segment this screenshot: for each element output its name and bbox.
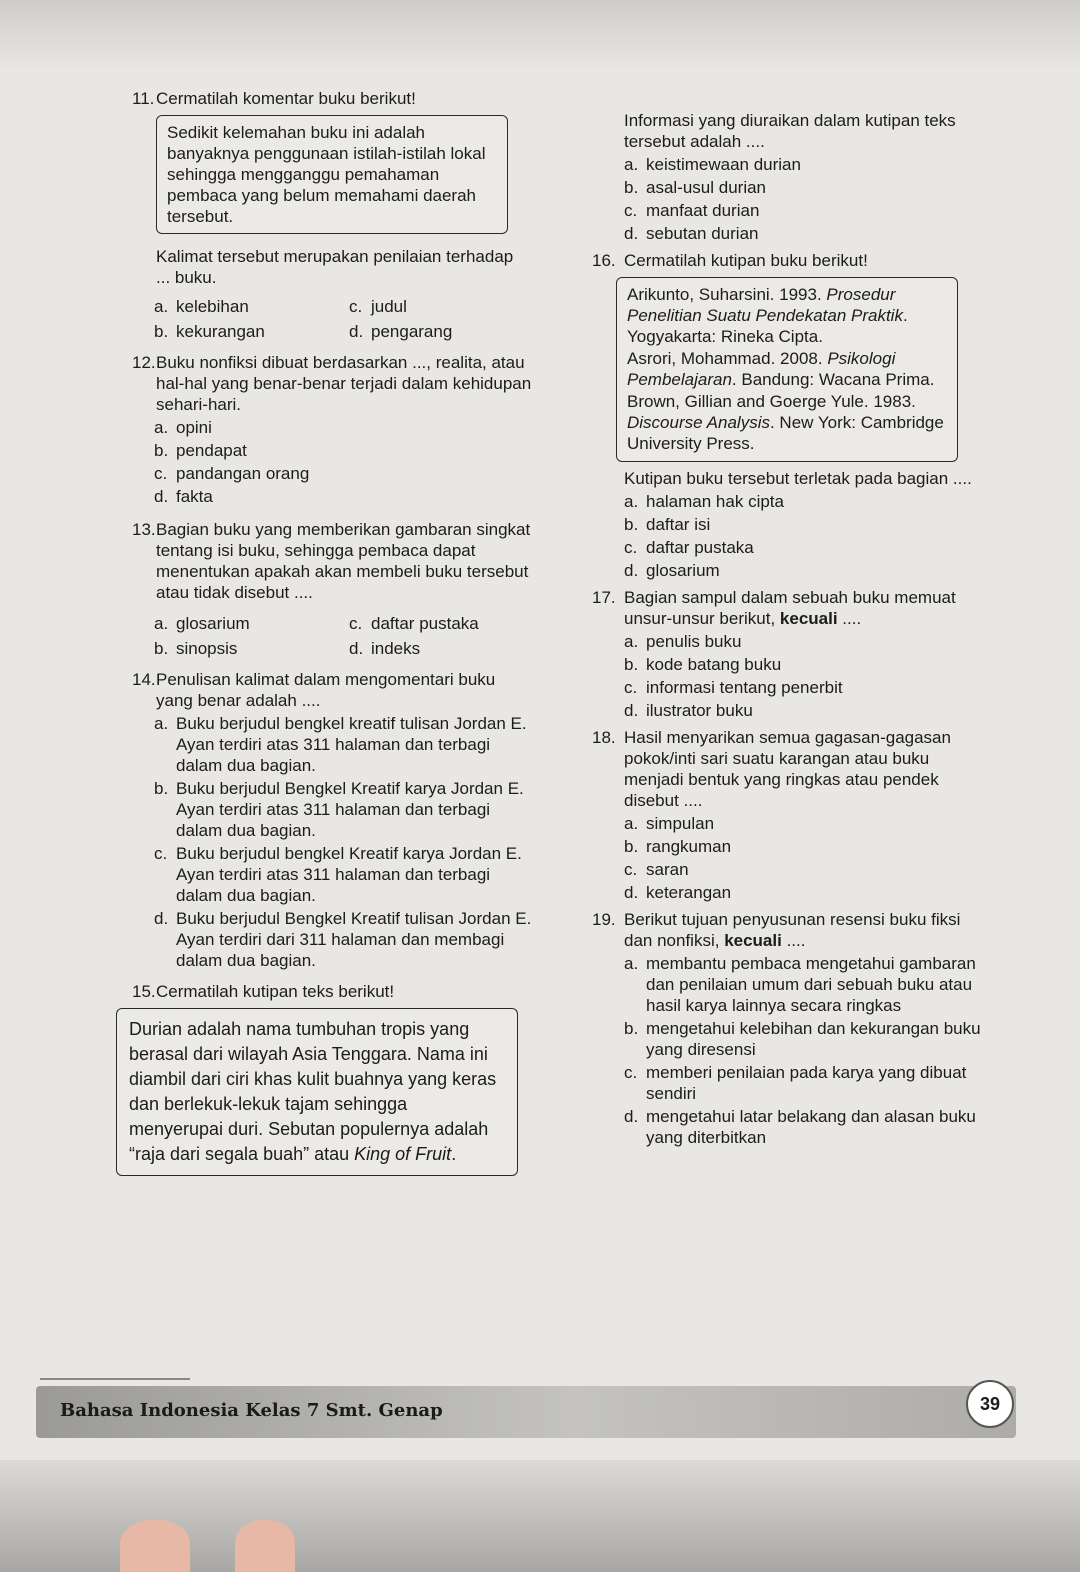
question-18 xyxy=(592,727,982,903)
reference-box xyxy=(616,277,958,462)
quote-box xyxy=(156,115,508,234)
option-a[interactable]: a. Buku berjudul bengkel kreatif tulisan Jordan E. Ayan terdiri atas 311 halaman dan terbagi dalam dua bagian. xyxy=(154,714,527,775)
option-c[interactable]: c. memberi penilaian pada karya yang dibuat sendiri xyxy=(624,1063,967,1103)
question-stem: Kalimat tersebut merupakan penilaian terhadap ... buku. xyxy=(156,247,514,287)
question-text: Penulisan kalimat dalam mengomentari buku yang benar adalah .... xyxy=(156,670,496,710)
option-d[interactable]: d. glosarium xyxy=(624,561,720,580)
question-text: Bagian buku yang memberikan gambaran singkat tentang isi buku, sehingga pembaca dapat menentukan apakah akan membeli buku tersebut atau tidak disebut .... xyxy=(156,520,531,602)
option-c[interactable]: c. informasi tentang penerbit xyxy=(624,678,843,697)
question-11 xyxy=(132,88,532,344)
question-text: Informasi yang diuraikan dalam kutipan teks tersebut adalah .... xyxy=(624,111,956,151)
question-text: Berikut tujuan penyusunan resensi buku fiksi dan nonfiksi, xyxy=(624,910,961,950)
option-a[interactable]: a. halaman hak cipta xyxy=(624,492,784,511)
left-column xyxy=(129,88,532,1182)
option-b[interactable]: b. sinopsis xyxy=(154,639,238,658)
reference-entry: Asrori, Mohammad. 2008. Psikologi Pembelajaran. Bandung: Wacana Prima. xyxy=(627,349,935,389)
question-number: 14. xyxy=(132,670,156,689)
question-19: 19. Berikut tujuan penyusunan resensi buku fiksi dan nonfiksi, kecuali .... a. membantu pembaca mengetahui gambaran dan penilaian umum dari sebuah buku atau hasil karya lainnya secara ringkas b. mengetahui kelebihan dan kekurangan buku yang diresensi c. memberi penilaian pada karya yang dibuat sendiri d. mengetahui latar belakang dan alasan buku yang diterbitkan xyxy=(592,910,981,1147)
question-number: 15. xyxy=(132,982,156,1001)
right-column xyxy=(592,110,982,1150)
option-c[interactable]: c. pandangan orang xyxy=(154,464,310,483)
option-c[interactable]: c. daftar pustaka xyxy=(349,614,479,633)
option-a[interactable]: a. kelebihan xyxy=(154,297,249,316)
background-surface xyxy=(0,1460,1080,1572)
page-shadow xyxy=(0,0,1080,70)
option-a[interactable]: a. membantu pembaca mengetahui gambaran dan penilaian umum dari sebuah buku atau hasil karya lainnya secara ringkas xyxy=(624,954,976,1015)
reference-entry: Brown, Gillian and Goerge Yule. 1983. Discourse Analysis. New York: Cambridge University Press. xyxy=(627,392,944,453)
reference-entry: Arikunto, Suharsini. 1993. Prosedur Penelitian Suatu Pendekatan Praktik. Yogyakarta: Rineka Cipta. xyxy=(627,285,908,346)
option-a[interactable]: a. simpulan xyxy=(624,814,715,833)
question-14 xyxy=(132,669,532,971)
question-number: 17. xyxy=(592,588,616,607)
question-16 xyxy=(592,250,982,581)
question-number: 11. xyxy=(132,89,155,108)
option-c[interactable]: c. judul xyxy=(349,297,407,316)
question-17: 17. Bagian sampul dalam sebuah buku memuat unsur-unsur berikut, kecuali .... a. penulis buku b. kode batang buku c. informasi tentang penerbit d. ilustrator buku xyxy=(592,587,982,721)
question-12 xyxy=(132,352,532,507)
option-b[interactable]: b. daftar isi xyxy=(624,515,711,534)
quote-text: Durian adalah nama tumbuhan tropis yang berasal dari wilayah Asia Tenggara. Nama ini diambil dari ciri khas kulit buahnya yang keras dan berlekuk-lekuk tajam sehingga menyerupai duri. Sebutan populernya adalah “raja dari segala buah” atau xyxy=(129,1019,497,1164)
option-d[interactable]: d. ilustrator buku xyxy=(624,701,753,720)
question-number: 12. xyxy=(132,353,156,372)
option-a[interactable]: a. opini xyxy=(154,418,212,437)
option-a[interactable]: a. keistimewaan durian xyxy=(624,155,801,174)
option-b[interactable]: b. pendapat xyxy=(154,441,247,460)
option-d[interactable]: d. keterangan xyxy=(624,883,732,902)
footer-banner xyxy=(36,1386,1016,1438)
question-stem: Kutipan buku tersebut terletak pada bagian .... xyxy=(624,469,972,488)
question-text: Hasil menyarikan semua gagasan-gagasan pokok/inti sari suatu karangan atau buku menjadi bentuk yang ringkas atau pendek disebut .... xyxy=(624,728,951,810)
option-d[interactable]: d. pengarang xyxy=(349,322,453,341)
question-text: Buku nonfiksi dibuat berdasarkan ..., realita, atau hal-hal yang benar-benar terjadi dalam kehidupan sehari-hari. xyxy=(156,353,532,414)
question-number: 19. xyxy=(592,910,616,929)
option-a[interactable]: a. glosarium xyxy=(154,614,250,633)
question-13 xyxy=(132,519,532,661)
option-b[interactable]: b. Buku berjudul Bengkel Kreatif karya Jordan E. Ayan terdiri atas 311 halaman dan terbagi dalam dua bagian. xyxy=(154,779,524,840)
option-d[interactable]: d. sebutan durian xyxy=(624,224,759,243)
option-b[interactable]: b. kekurangan xyxy=(154,322,265,341)
option-b[interactable]: b. mengetahui kelebihan dan kekurangan buku yang diresensi xyxy=(624,1019,981,1059)
question-text: Cermatilah kutipan teks berikut! xyxy=(156,982,395,1001)
question-text: Cermatilah kutipan buku berikut! xyxy=(624,251,868,270)
question-15 xyxy=(129,981,532,1176)
option-d[interactable]: d. mengetahui latar belakang dan alasan buku yang diterbitkan xyxy=(624,1107,976,1147)
option-d[interactable]: d. Buku berjudul Bengkel Kreatif tulisan Jordan E. Ayan terdiri dari 311 halaman dan membagi dalam dua bagian. xyxy=(154,909,532,970)
question-number: 18. xyxy=(592,728,616,747)
option-c[interactable]: c. manfaat durian xyxy=(624,201,760,220)
option-b[interactable]: b. rangkuman xyxy=(624,837,732,856)
question-number: 16. xyxy=(592,251,616,270)
finger xyxy=(120,1520,190,1572)
question-text: Bagian sampul dalam sebuah buku memuat unsur-unsur berikut, xyxy=(624,588,956,628)
option-c[interactable]: c. daftar pustaka xyxy=(624,538,754,557)
quote-box: Durian adalah nama tumbuhan tropis yang berasal dari wilayah Asia Tenggara. Nama ini diambil dari ciri khas kulit buahnya yang keras dan berlekuk-lekuk tajam sehingga menyerupai duri. Sebutan populernya adalah “raja dari segala buah” atau King of Fruit. xyxy=(116,1008,518,1176)
option-b[interactable]: b. asal-usul durian xyxy=(624,178,767,197)
page-number: 39 xyxy=(966,1380,1014,1428)
question-15-continued xyxy=(592,110,982,244)
footer-divider xyxy=(40,1378,190,1380)
quote-emphasis: King of Fruit xyxy=(354,1144,452,1164)
option-d[interactable]: d. indeks xyxy=(349,639,421,658)
option-c[interactable]: c. saran xyxy=(624,860,689,879)
footer-title: Bahasa Indonesia Kelas 7 Smt. Genap xyxy=(60,1400,443,1421)
quote-text: Sedikit kelemahan buku ini adalah banyaknya penggunaan istilah-istilah lokal sehingga mengganggu pemahaman pembaca yang belum memahami daerah tersebut. xyxy=(167,123,486,226)
option-a[interactable]: a. penulis buku xyxy=(624,632,742,651)
question-number: 13. xyxy=(132,520,156,539)
finger xyxy=(235,1520,295,1572)
question-text: Cermatilah komentar buku berikut! xyxy=(156,89,416,108)
option-c[interactable]: c. Buku berjudul bengkel Kreatif karya Jordan E. Ayan terdiri atas 311 halaman dan terbagi dalam dua bagian. xyxy=(154,844,522,905)
option-d[interactable]: d. fakta xyxy=(154,487,213,506)
option-b[interactable]: b. kode batang buku xyxy=(624,655,782,674)
